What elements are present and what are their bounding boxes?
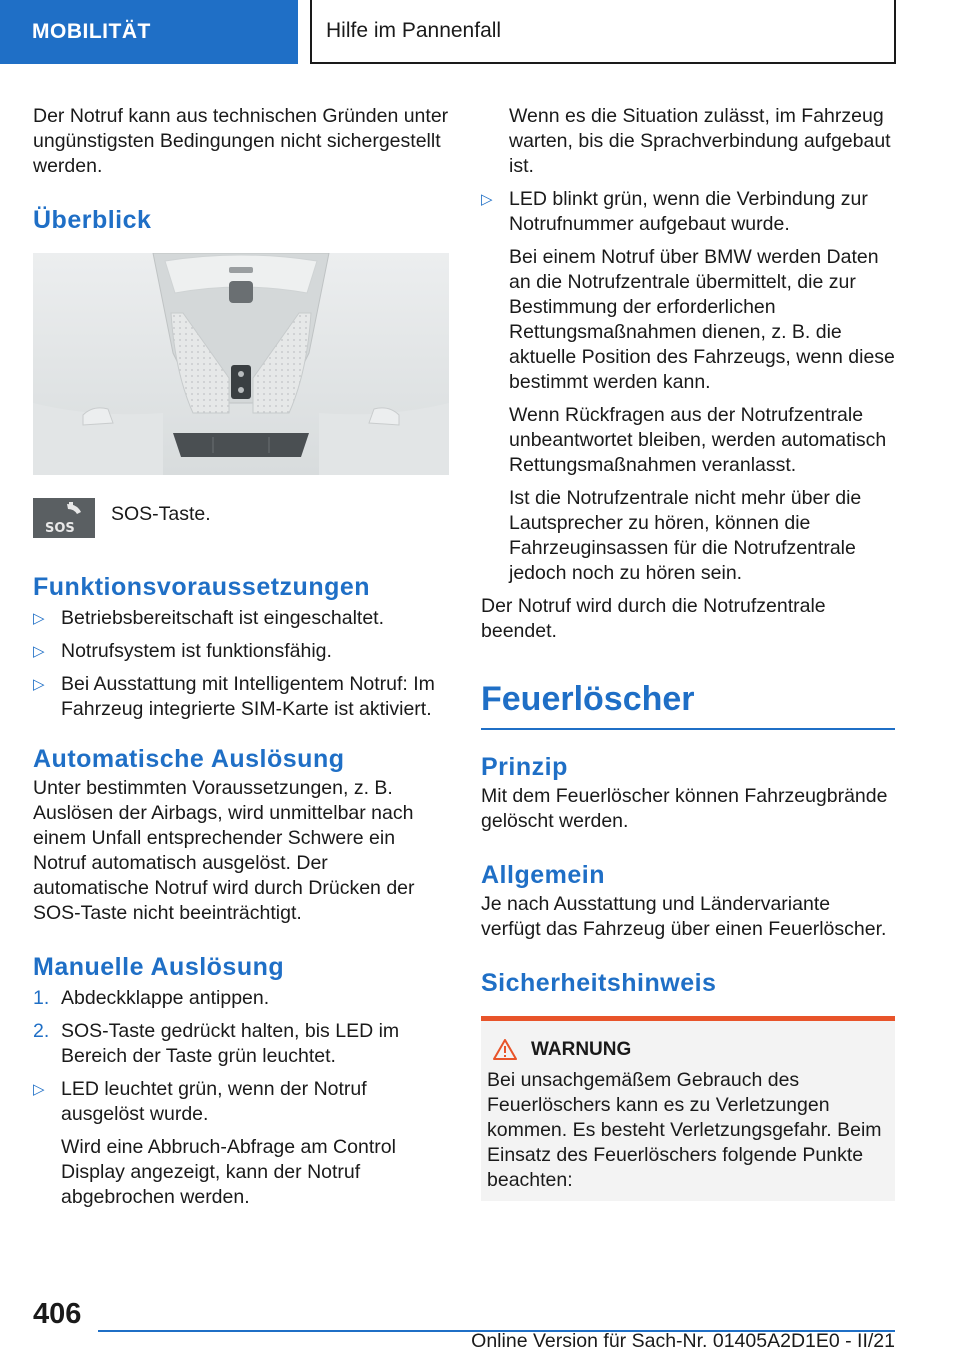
triangle-bullet-icon: ▷ (33, 643, 45, 660)
extinguisher-heading: Feuerlöscher (481, 680, 695, 718)
list-item: ▷ LED blinkt grün, wenn die Verbindung zur Notrufnummer aufgebaut wurde. (481, 188, 868, 235)
step-item: 2. SOS-Taste gedrückt halten, bis LED im Bereich der Taste grün leuchtet. (33, 1020, 400, 1067)
overview-heading: Überblick (33, 206, 152, 234)
warning-title: WARNUNG (531, 1039, 632, 1060)
warning-text: Bei unsachgemäßem Gebrauch des Feuerlöschers kann es zu Verletzungen kommen. Es besteht Verletzungsgefahr. Beim Einsatz des Feuerlöschers folgende Punkte beachten: (487, 1069, 882, 1191)
requirements-heading: Funktionsvoraussetzungen (33, 573, 371, 601)
triangle-bullet-icon: ▷ (33, 676, 45, 693)
right-column (481, 104, 895, 1201)
general-text: Je nach Ausstattung und Ländervariante verfügt das Fahrzeug über einen Feuerlöscher. (481, 893, 887, 940)
warning-header (493, 1037, 889, 1062)
list-item: ▷ LED leuchtet grün, wenn der Notruf ausgelöst wurde. (33, 1078, 367, 1125)
wait-text: Wenn es die Situation zulässt, im Fahrzeug warten, bis die Sprachverbindung aufgebaut ist. (509, 105, 891, 177)
chapter-header (310, 0, 896, 64)
list-item: ▷ Bei Ausstattung mit Intelligentem Notruf: Im Fahrzeug integrierte SIM-Karte ist aktiviert. (33, 673, 435, 720)
led-subtext: Wird eine Abbruch-Abfrage am Control Display angezeigt, kann der Notruf abgebrochen werden. (61, 1136, 396, 1208)
list-item: ▷ Betriebsbereitschaft ist eingeschaltet. (33, 607, 385, 629)
warning-triangle-icon (493, 1039, 517, 1060)
overhead-console-image (33, 253, 449, 475)
section-tab[interactable] (0, 0, 298, 64)
general-heading: Allgemein (481, 861, 605, 889)
page-number: 406 (33, 1298, 82, 1330)
list-item: ▷ Notrufsystem ist funktionsfähig. (33, 640, 332, 662)
safety-heading: Sicherheitshinweis (481, 969, 717, 997)
svg-text:SOS: SOS (45, 521, 75, 536)
principle-text: Mit dem Feuerlöscher können Fahrzeugbrände gelöscht werden. (481, 785, 888, 832)
left-column (33, 104, 449, 1210)
step-item: 1. Abdeckklappe antippen. (33, 987, 270, 1009)
principle-heading: Prinzip (481, 753, 568, 781)
triangle-bullet-icon: ▷ (33, 610, 45, 627)
triangle-bullet-icon: ▷ (481, 191, 493, 208)
sos-button-icon (33, 498, 95, 538)
chapter-title: Hilfe im Pannenfall (326, 19, 502, 42)
auto-trigger-text: Unter bestimmten Voraussetzungen, z. B. Auslösen der Airbags, wird unmittelbar nach einem Unfall entsprechender Schwere ein Notruf automatisch ausgelöst. Der automatische Notruf wird durch Drücken der SOS-Taste nicht beeinträchtigt. (33, 777, 415, 924)
intro-text: Der Notruf kann aus technischen Gründen unter ungünstigsten Bedingungen nicht sichergestellt werden. (33, 105, 449, 177)
manual-trigger-heading: Manuelle Auslösung (33, 953, 285, 981)
sos-legend (33, 498, 449, 538)
speaker-text: Ist die Notrufzentrale nicht mehr über die Lautsprecher zu hören, können die Fahrzeuginsassen für die Notrufzentrale jedoch noch zu hören sein. (509, 487, 862, 584)
no-answer-text: Wenn Rückfragen aus der Notrufzentrale unbeantwortet bleiben, werden automatisch Rettungsmaßnahmen veranlasst. (509, 404, 887, 476)
data-transfer-text: Bei einem Notruf über BMW werden Daten an die Notrufzentrale übermittelt, die zur Bestimmung der erforderlichen Rettungsmaßnahmen dienen, z. B. die aktuelle Position des Fahrzeugs, wenn diese bestimmt werden kann. (509, 246, 895, 393)
extinguisher-section (481, 678, 895, 730)
sos-caption: SOS-Taste. (111, 503, 211, 525)
section-title: MOBILITÄT (32, 20, 151, 43)
warning-box (481, 1016, 895, 1201)
triangle-bullet-icon: ▷ (33, 1081, 45, 1098)
auto-trigger-heading: Automatische Auslösung (33, 745, 345, 773)
end-call-text: Der Notruf wird durch die Notrufzentrale beendet. (481, 595, 826, 642)
version-info: Online Version für Sach-Nr. 01405A2D1E0 - II/21 (471, 1330, 895, 1352)
